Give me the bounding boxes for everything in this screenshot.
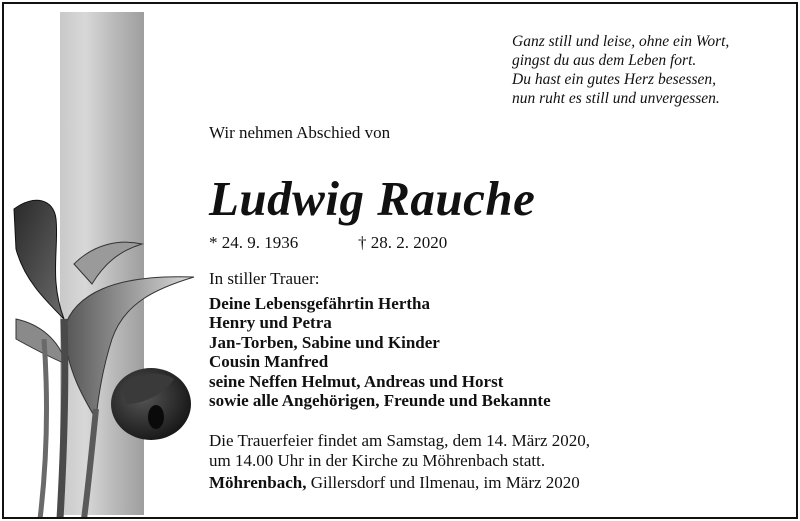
intro-text: Wir nehmen Abschied von <box>209 123 391 142</box>
birth-date: * 24. 9. 1936 <box>209 233 299 252</box>
mourning-heading: In stiller Trauer: <box>209 269 320 288</box>
place-bold: Möhrenbach, <box>209 473 307 492</box>
poem-line: Ganz still und leise, ohne ein Wort, <box>512 33 730 50</box>
calla-lily-image <box>4 189 204 519</box>
service-line: um 14.00 Uhr in der Kirche zu Möhrenbach statt. <box>209 451 546 470</box>
mourner-line: Henry und Petra <box>209 313 332 333</box>
mourner-line: Deine Lebensgefährtin Hertha <box>209 294 430 313</box>
mourner-line: sowie alle Angehörigen, Freunde und Bekannte <box>209 391 551 411</box>
poem-line: Du hast ein gutes Herz besessen, <box>512 71 717 88</box>
poem <box>512 32 782 108</box>
mourner-line: Cousin Manfred <box>209 352 329 372</box>
service-line: Die Trauerfeier findet am Samstag, dem 14. März 2020, <box>209 431 590 450</box>
obituary-notice <box>2 2 798 519</box>
service-info <box>209 431 590 471</box>
death-date: † 28. 2. 2020 <box>358 233 448 252</box>
mourners-list <box>209 294 551 410</box>
place-date <box>209 473 580 493</box>
poem-line: gingst du aus dem Leben fort. <box>512 52 697 69</box>
deceased-name: Ludwig Rauche <box>209 171 536 226</box>
mourner-line: seine Neffen Helmut, Andreas und Horst <box>209 371 504 391</box>
poem-line: nun ruht es still und unvergessen. <box>512 90 720 107</box>
place-rest: Gillersdorf und Ilmenau, im März 2020 <box>306 473 580 492</box>
mourner-line: Jan-Torben, Sabine und Kinder <box>209 332 440 352</box>
